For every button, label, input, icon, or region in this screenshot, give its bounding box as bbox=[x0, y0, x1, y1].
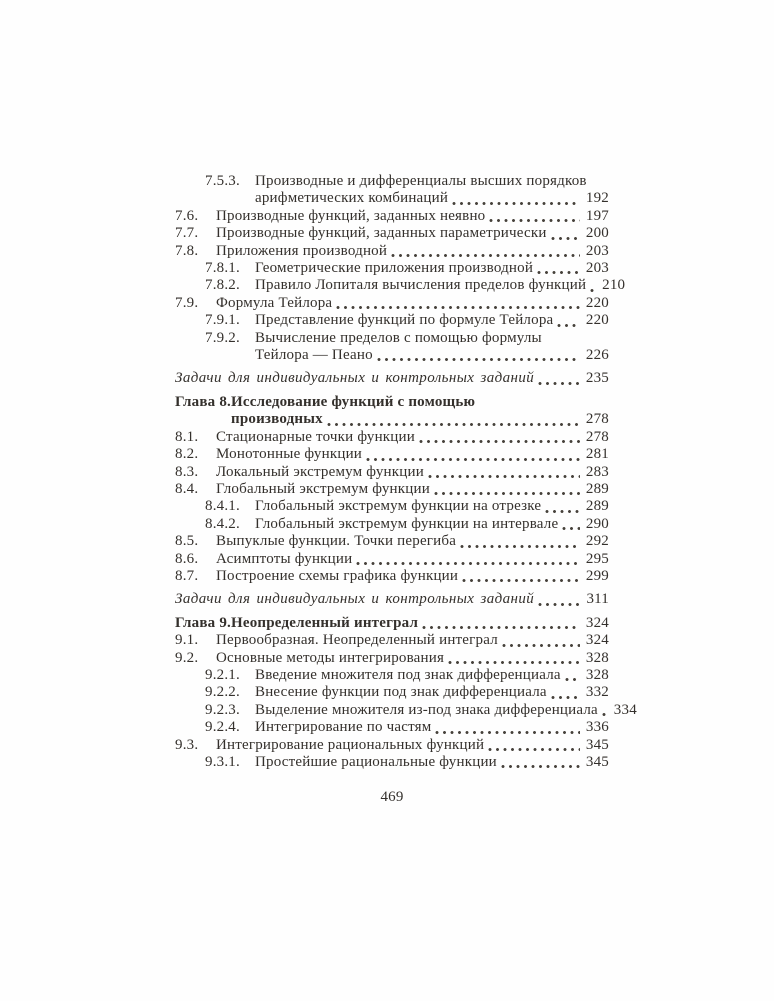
toc-entry-number: 7.8. bbox=[175, 242, 199, 259]
toc-page-number: 281 bbox=[585, 446, 609, 463]
dot-leader bbox=[602, 712, 608, 717]
toc-entry-number: 7.8.2. bbox=[205, 277, 240, 294]
dot-leader bbox=[565, 677, 580, 682]
toc-entry-number: 7.6. bbox=[175, 207, 199, 224]
toc-entry-line bbox=[205, 498, 609, 515]
toc-entry-line bbox=[175, 737, 609, 754]
toc-entry-line bbox=[175, 632, 609, 649]
toc-entry-line bbox=[175, 295, 609, 312]
toc-entry-title: Задачи для индивидуальных и контрольных заданий bbox=[175, 370, 535, 387]
dot-leader bbox=[502, 643, 580, 648]
toc-page-number: 324 bbox=[585, 632, 609, 649]
dot-leader bbox=[428, 474, 580, 479]
toc-entry-number: 8.1. bbox=[175, 428, 199, 445]
toc-entry bbox=[175, 481, 609, 498]
toc-entry bbox=[175, 533, 609, 550]
toc-entry-title: Выпуклые функции. Точки перегиба bbox=[216, 533, 457, 550]
toc-entry-line bbox=[205, 277, 626, 294]
toc-entry bbox=[175, 208, 609, 225]
toc-entry bbox=[205, 173, 609, 208]
dot-leader bbox=[551, 236, 580, 241]
toc-entry-title: Первообразная. Неопределенный интеграл bbox=[216, 632, 498, 649]
toc-entry-number: 9.2.4. bbox=[205, 719, 240, 736]
toc-entry-number: 9.3. bbox=[175, 736, 199, 753]
toc-page-number: 289 bbox=[585, 480, 609, 497]
toc-page-number: 283 bbox=[585, 463, 609, 480]
toc-entry-line bbox=[205, 719, 609, 736]
dot-leader bbox=[538, 602, 580, 607]
toc-entry-number: 7.9.1. bbox=[205, 312, 240, 329]
toc-entry-title: Правило Лопиталя вычисления пределов функций bbox=[255, 277, 587, 294]
toc-entry bbox=[175, 370, 609, 387]
dot-leader bbox=[538, 381, 580, 386]
toc-page-number: 192 bbox=[585, 190, 609, 207]
toc-entry bbox=[175, 615, 609, 632]
toc-page-number: 336 bbox=[585, 719, 609, 736]
toc-page-number: 292 bbox=[585, 533, 609, 550]
toc-entry-title: Простейшие рациональные функции bbox=[255, 754, 497, 770]
toc-page-number: 235 bbox=[585, 370, 609, 387]
toc-entry bbox=[205, 684, 609, 701]
toc-entry-line bbox=[175, 429, 609, 446]
toc-entry-number: 9.2.1. bbox=[205, 666, 240, 683]
table-of-contents bbox=[175, 173, 637, 771]
toc-entry-number: 9.2.3. bbox=[205, 701, 240, 718]
toc-entry-title: Представление функций по формуле Тейлора bbox=[255, 312, 554, 329]
toc-entry bbox=[175, 295, 609, 312]
toc-entry bbox=[175, 737, 609, 754]
toc-entry-number: 9.2.2. bbox=[205, 684, 240, 701]
dot-leader bbox=[448, 660, 580, 665]
toc-entry-number: 7.8.1. bbox=[205, 260, 240, 277]
toc-page-number: 345 bbox=[585, 754, 609, 770]
toc-entry bbox=[175, 551, 609, 568]
toc-entry bbox=[175, 568, 609, 585]
toc-entry bbox=[205, 516, 609, 533]
dot-leader bbox=[434, 491, 580, 496]
toc-entry-number: Глава 8. bbox=[175, 393, 231, 410]
dot-leader bbox=[356, 561, 580, 566]
toc-entry-number: 8.4.1. bbox=[205, 498, 240, 515]
toc-entry bbox=[205, 277, 626, 294]
toc-page-number: 299 bbox=[585, 567, 609, 584]
dot-leader bbox=[366, 457, 580, 462]
toc-page-number: 332 bbox=[585, 684, 609, 701]
toc-entry-title: Выделение множителя из-под знака дифференциала bbox=[255, 701, 598, 718]
toc-page-number: 328 bbox=[585, 666, 609, 683]
toc-entry-line bbox=[205, 667, 609, 684]
toc-entry-line bbox=[175, 568, 609, 585]
toc-entry-title: Глобальный экстремум функции bbox=[216, 480, 430, 497]
toc-page-number: 345 bbox=[585, 736, 609, 753]
dot-leader bbox=[327, 422, 580, 427]
toc-entry-number: 7.5.3. bbox=[205, 173, 240, 189]
toc-entry-number: 9.2. bbox=[175, 649, 199, 666]
toc-entry bbox=[175, 650, 609, 667]
toc-entry-line bbox=[175, 481, 609, 498]
dot-leader bbox=[562, 526, 580, 531]
toc-entry-title: Основные методы интегрирования bbox=[216, 649, 445, 666]
toc-page-number: 197 bbox=[585, 207, 609, 224]
dot-leader bbox=[537, 270, 580, 275]
toc-entry-line bbox=[175, 208, 609, 225]
toc-entry-line bbox=[205, 347, 609, 364]
toc-entry-number: 7.7. bbox=[175, 225, 199, 242]
toc-entry-title: Геометрические приложения производной bbox=[255, 260, 534, 277]
toc-entry-title: Построение схемы графика функции bbox=[216, 567, 459, 584]
toc-entry-title: Задачи для индивидуальных и контрольных заданий bbox=[175, 591, 535, 608]
dot-leader bbox=[419, 439, 580, 444]
toc-entry-title: Неопределенный интеграл bbox=[231, 614, 419, 631]
toc-page-number: 328 bbox=[585, 649, 609, 666]
dot-leader bbox=[422, 625, 580, 630]
toc-entry-line bbox=[175, 533, 609, 550]
toc-entry bbox=[205, 312, 609, 329]
toc-entry-title: Формула Тейлора bbox=[216, 294, 333, 311]
toc-entry-number: 8.3. bbox=[175, 463, 199, 480]
toc-entry-number: Глава 9. bbox=[175, 614, 231, 631]
toc-entry-line bbox=[205, 173, 609, 190]
toc-page-number: 203 bbox=[585, 260, 609, 277]
toc-entry bbox=[175, 591, 609, 608]
toc-entry-title: Асимптоты функции bbox=[216, 550, 353, 567]
toc-entry-title: Интегрирование рациональных функций bbox=[216, 736, 485, 753]
toc-entry-line bbox=[175, 650, 609, 667]
toc-page-number: 311 bbox=[586, 591, 609, 608]
toc-entry-line bbox=[205, 260, 609, 277]
toc-entry bbox=[205, 719, 609, 736]
toc-page-number: 210 bbox=[602, 277, 626, 294]
toc-entry-line bbox=[205, 684, 609, 701]
toc-entry bbox=[205, 667, 609, 684]
toc-entry-line bbox=[175, 551, 609, 568]
toc-entry-number: 9.3.1. bbox=[205, 754, 240, 770]
toc-entry-line bbox=[175, 394, 609, 411]
toc-entry-title: Глобальный экстремум функции на интервале bbox=[255, 515, 559, 532]
toc-entry bbox=[175, 394, 609, 429]
toc-entry-line bbox=[175, 464, 609, 481]
toc-entry-number: 8.4.2. bbox=[205, 515, 240, 532]
dot-leader bbox=[551, 695, 580, 700]
toc-entry-line bbox=[205, 190, 609, 207]
dot-leader bbox=[336, 305, 580, 310]
toc-entry bbox=[175, 446, 609, 463]
toc-entry-number: 8.5. bbox=[175, 533, 199, 550]
toc-entry-line bbox=[205, 312, 609, 329]
toc-entry-title: Приложения производной bbox=[216, 242, 388, 259]
toc-entry bbox=[175, 632, 609, 649]
toc-entry-title: Производные функций, заданных неявно bbox=[216, 207, 486, 224]
toc-entry-line bbox=[205, 516, 609, 533]
toc-page-number: 220 bbox=[585, 312, 609, 329]
dot-leader bbox=[488, 747, 580, 752]
toc-entry-title: производных bbox=[231, 411, 323, 428]
toc-entry-number: 8.4. bbox=[175, 480, 199, 497]
toc-page-number: 203 bbox=[585, 242, 609, 259]
toc-entry bbox=[205, 754, 609, 771]
toc-entry bbox=[205, 701, 637, 719]
toc-page-number: 200 bbox=[585, 225, 609, 242]
toc-entry bbox=[175, 464, 609, 481]
dot-leader bbox=[557, 323, 580, 328]
toc-entry-title: Монотонные функции bbox=[216, 446, 363, 463]
toc-entry bbox=[175, 243, 609, 260]
folio-page-number: 469 bbox=[380, 789, 404, 805]
toc-page-number: 226 bbox=[585, 347, 609, 364]
toc-entry-title: Интегрирование по частям bbox=[255, 719, 432, 736]
dot-leader bbox=[489, 218, 580, 223]
toc-entry-number: 8.6. bbox=[175, 550, 199, 567]
dot-leader bbox=[501, 764, 580, 769]
toc-entry-line bbox=[205, 330, 609, 347]
dot-leader bbox=[391, 253, 580, 258]
dot-leader bbox=[590, 288, 596, 293]
toc-entry-line bbox=[175, 243, 609, 260]
toc-page-number: 290 bbox=[585, 515, 609, 532]
toc-page-number: 278 bbox=[585, 428, 609, 445]
toc-entry-title: арифметических комбинаций bbox=[255, 190, 449, 207]
dot-leader bbox=[460, 544, 580, 549]
dot-leader bbox=[545, 509, 580, 514]
dot-leader bbox=[452, 201, 580, 206]
toc-entry-line bbox=[175, 411, 609, 428]
toc-page-number: 278 bbox=[585, 411, 609, 428]
toc-entry-line bbox=[175, 446, 609, 463]
toc-entry bbox=[205, 260, 609, 277]
toc-entry-line bbox=[205, 701, 637, 719]
toc-entry bbox=[205, 330, 609, 365]
toc-entry bbox=[175, 429, 609, 446]
toc-entry-number: 7.9.2. bbox=[205, 329, 240, 346]
toc-page-number: 324 bbox=[585, 614, 609, 631]
toc-entry bbox=[175, 225, 609, 242]
toc-entry-title: Стационарные точки функции bbox=[216, 428, 415, 445]
dot-leader bbox=[435, 730, 580, 735]
toc-entry-title: Производные и дифференциалы высших порядков bbox=[255, 173, 587, 189]
toc-page-number: 289 bbox=[585, 498, 609, 515]
toc-page-number: 334 bbox=[613, 701, 637, 718]
toc-entry bbox=[205, 498, 609, 515]
toc-entry-title: Глобальный экстремум функции на отрезке bbox=[255, 498, 542, 515]
toc-entry-line bbox=[175, 225, 609, 242]
dot-leader bbox=[462, 578, 580, 583]
toc-entry-number: 8.2. bbox=[175, 446, 199, 463]
dot-leader bbox=[377, 357, 580, 362]
toc-entry-number: 9.1. bbox=[175, 632, 199, 649]
toc-entry-line bbox=[205, 754, 609, 771]
toc-entry-title: Производные функций, заданных параметрически bbox=[216, 225, 547, 242]
toc-page-number: 295 bbox=[585, 550, 609, 567]
toc-entry-number: 8.7. bbox=[175, 567, 199, 584]
toc-page-number: 220 bbox=[585, 294, 609, 311]
toc-entry-title: Локальный экстремум функции bbox=[216, 463, 424, 480]
toc-entry-line bbox=[175, 370, 609, 387]
toc-entry-title: Исследование функций с помощью bbox=[231, 393, 476, 410]
toc-entry-line bbox=[175, 591, 609, 608]
toc-entry-title: Внесение функции под знак дифференциала bbox=[255, 684, 547, 701]
toc-entry-title: Введение множителя под знак дифференциала bbox=[255, 666, 561, 683]
toc-entry-title: Тейлора — Пеано bbox=[255, 347, 373, 364]
toc-entry-title: Вычисление пределов с помощью формулы bbox=[255, 329, 542, 346]
toc-entry-number: 7.9. bbox=[175, 294, 199, 311]
toc-entry-line bbox=[175, 615, 609, 632]
